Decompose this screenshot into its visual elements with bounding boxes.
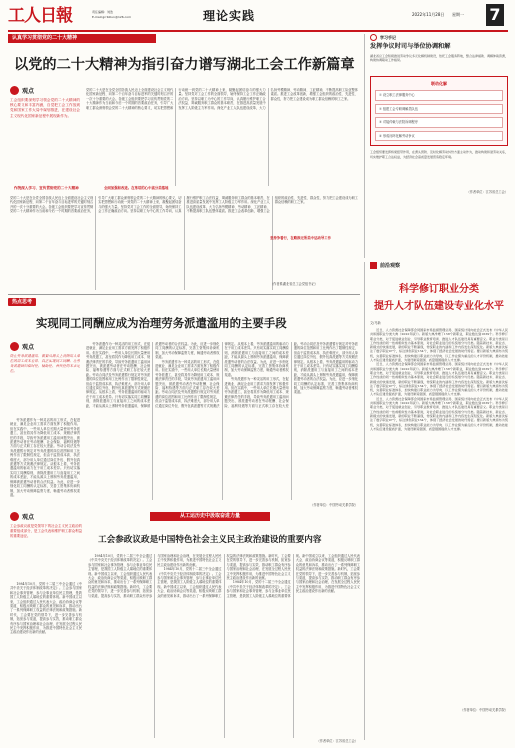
frontier-icon [370, 262, 377, 269]
lead-subhead-1: 作统深入学习、宣传贯彻党的二十大精神 [14, 186, 79, 190]
viewpoint-icon [10, 512, 19, 521]
frontier-footer: （作者单位：中国劳动关系学院） [460, 708, 508, 712]
history-body-left [10, 582, 82, 740]
hot-body-p1: 劳务派遣作为一种灵活的用工形式，在促进就业、满足企业用工需求方面发挥了积极作用。但在实践中，一些用人单位长期大量使用劳务派遣工，甚至将其作为降低用工成本、规避法律责任的手段，导致劳务派遣用工滥用问题突出，被派遣劳动者在劳动报酬、社会保险、福利待遇等方面与正式职工存在较大差距。劳动合同法及劳务派遣暂行规定对劳务派遣的岗位范围和用工比例作出了限制性规定，但由于监管成本高、执法难度大，部分用人单位通过岗位外包、假外包真派遣等方式规避法律规定。从根本上看，劳务派遣滥用的驱动力在于用工成本差异。只有切实落实同工同酬原则，消除派遣用工与直接用工之间的成本差距，才能从源头上遏制劳务派遣滥用，保障被派遣劳动者的合法权益。为此，应进一步细化同工同酬的认定标准，完善工资集体协商机制，加大劳动保障监察力度，畅通劳动者维权渠道。 [86, 342, 220, 408]
viewpoint-text: 工会参政议政是党领导下的社会主义民主政治的重要组成部分，是工会代表和维护职工群众利益的重要途径。 [10, 524, 82, 538]
issue-weekday: 星期一 [452, 12, 464, 17]
flow-box-heading: 联动化解 [431, 81, 447, 86]
frontier-headline-2: 提升人才队伍建设专业化水平 [374, 301, 504, 312]
hot-body-p2: 劳务派遣作为一种灵活的用工形式，在促进就业、满足企业用工需求方面发挥了积极作用。但在实践中，一些用人单位长期大量使用劳务派遣工，甚至将其作为降低用工成本、规避法律责任的手段，导致劳务派遣用工滥用问题突出，被派遣劳动者在劳动报酬、社会保险、福利待遇等方面与正式职工存在较大差距。劳动合同法及劳务派遣暂行规定对劳务派遣的岗位范围和用工比例作出了限制性规定，但由于监管成本高、执法难度大，部分用人单位通过岗位外包、假外包真派遣等方式规避法律规定。从根本上看，劳务派遣滥用的驱动力在于用工成本差异。只有切实落实同工同酬原则，消除派遣用工与直接用工之间的成本差距，才能从源头上遏制劳务派遣滥用，保障被派遣劳动者的合法权益。为此，应进一步细化同工同酬的认定标准，完善工资集体协商机制，加大劳动保障监察力度，畅通劳动者维权渠道。 [155, 342, 289, 408]
hot-body-left [10, 418, 80, 500]
issue-date: 2022年11月28日 [412, 12, 445, 17]
hot-body-p3: 劳务派遣作为一种灵活的用工形式，在促进就业、满足企业用工需求方面发挥了积极作用。但在实践中，一些用人单位长期大量使用劳务派遣工，甚至将其作为降低用工成本、规避法律责任的手段，导致劳务派遣用工滥用问题突出，被派遣劳动者在劳动报酬、社会保险、福利待遇等方面与正式职工存在较大差距。劳动合同法及劳务派遣暂行规定对劳务派遣的岗位范围和用工比例作出了限制性规定，但由于监管成本高、执法难度大，部分用人单位通过岗位外包、假外包真派遣等方式规避法律规定。从根本上看，劳务派遣滥用的驱动力在于用工成本差异。只有切实落实同工同酬原则，消除派遣用工与直接用工之间的成本差距，才能从源头上遏制劳务派遣滥用，保障被派遣劳动者的合法权益。为此，应进一步细化同工同酬的认定标准，完善工资集体协商机制，加大劳动保障监察力度，畅通劳动者维权渠道。 [224, 342, 358, 408]
viewpoint-text: 防止劳务派遣滥用，需要从源头上消除用人单位的用工成本差异，真正实现同工同酬，让劳务派遣回归临时性、辅助性、替代性的本来定位。 [10, 354, 80, 373]
lead-viewpoint [10, 86, 80, 170]
lead-author: （作者系湖北省总工会党组书记） [270, 282, 318, 286]
flow-step: ① 设立职工法律服务中心 [375, 90, 503, 101]
lead-topic-bar: 认真学习贯彻党的二十大精神 [8, 34, 156, 43]
lead-headline: 以党的二十大精神为指引奋力谱写湖北工会工作新篇章 [14, 57, 355, 73]
masthead [8, 6, 508, 28]
masthead-rule [8, 30, 508, 32]
viewpoint-badge [10, 86, 80, 95]
history-topic-bar: 从工运历史中汲取奋进力量 [150, 512, 270, 521]
hot-viewpoint [10, 342, 80, 414]
sidebar-title: 发挥争议时司与举位协调和解 [370, 43, 451, 50]
section-title: 理论实践 [203, 9, 256, 23]
pen-icon [370, 34, 377, 41]
lead-subhead-3: 坚持争看行，在路推无所美中运动导工作 [270, 236, 332, 240]
history-author: （作者单位：江苏省总工会） [316, 739, 358, 743]
flow-step: ④ 形成闭环化解劳动争议 [375, 131, 503, 142]
viewpoint-badge [10, 512, 82, 521]
sidebar-intro: 湖北省总工会积极推进劳动争议多元化解机制建设，依托工会服务阵地，整合法律援助、调解仲裁资源，构建协调联动工作格局。 [370, 54, 508, 63]
frontier-body-p3: 近日，人力资源社会保障部会同国家市场监督管理总局、国家统计局向社会正式发布《中华人民共和国职业分类大典（2022年版）》。新版大典净增了158个新职业，职业数达到1639个。科学修订职业分类，对于促进就业创业、引导职业教育培训、推进人才队伍建设具有重要意义。职业分类是以工作性质的同一性或相似性为基本原则，对社会职业进行的系统划分与归类。随着新技术、新业态、新模式的快速发展，新的职业不断涌现，传统职业的内涵和工作内容发生深刻变化。新版大典首次标注了数字职业97个，标注绿色职业134个，体现了经济社会发展的时代特征。要以新版大典颁布为契机，完善职业标准体系，加快构建以职业能力为导向、以工作业绩为重点的人才评价机制，推动技能人才队伍建设提质扩面，为建设制造强国、质量强国提供人才支撑。 [370, 396, 508, 431]
hot-badge: 热点思考 [8, 298, 36, 306]
lead-body [10, 196, 358, 290]
hot-header [8, 298, 36, 306]
viewpoint-icon [10, 86, 19, 95]
lead-body-upper-text: 党的二十大是在全党全国各族人民迈上全面建设社会主义现代化国家新征程、向第二个百年奋斗目标进军的关键时刻召开的一次十分重要的大会。各级工会组织要把学习宣传贯彻党的二十大精神作为当前和今后一个时期的首要政治任务，引导广大职工群众深刻领会党的二十大精神的核心要义，切实把思想和行动统一到党的二十大精神上来，凝聚起团结奋斗的强大力量。坚持党对工会工作的全面领导，始终保持工会工作正确政治方向。坚持以职工为中心的工作导向，认真履行维护职工合法权益、竭诚服务职工群众的基本职责，在推进高质量发展中发挥工人阶级主力军作用。深化产业工人队伍建设改革，大力弘扬劳模精神、劳动精神、工匠精神，不断提高职工队伍整体素质。推进工会改革创新，增强工会组织的政治性、先进性、群众性，努力把工会建设成为职工群众信赖的职工之家。 [86, 88, 358, 110]
lead-body-text: 党的二十大是在全党全国各族人民迈上全面建设社会主义现代化国家新征程、向第二个百年奋斗目标进军的关键时刻召开的一次十分重要的大会。各级工会组织要把学习宣传贯彻党的二十大精神作为当前和今后一个时期的首要政治任务，引导广大职工群众深刻领会党的二十大精神的核心要义，切实把思想和行动统一到党的二十大精神上来，凝聚起团结奋斗的强大力量。坚持党对工会工作的全面领导，始终保持工会工作正确政治方向。坚持以职工为中心的工作导向，认真履行维护职工合法权益、竭诚服务职工群众的基本职责，在推进高质量发展中发挥工人阶级主力军作用。深化产业工人队伍建设改革，大力弘扬劳模精神、劳动精神、工匠精神，不断提高职工队伍整体素质。推进工会改革创新，增强工会组织的政治性、先进性、群众性，努力把工会建设成为职工群众信赖的职工之家。 [10, 196, 358, 214]
newspaper-logo: 工人日報 [8, 6, 72, 26]
frontier [364, 262, 508, 740]
sidebar-body: 工会组织要发挥桥梁纽带作用，在源头预防、及时化解劳动纠纷方面主动作为，推动构建和谐劳动关系，切实维护职工合法权益，为经济社会高质量发展营造稳定环境。 [370, 150, 508, 159]
frontier-body-p2: 近日，人力资源社会保障部会同国家市场监督管理总局、国家统计局向社会正式发布《中华人民共和国职业分类大典（2022年版）》。新版大典净增了158个新职业，职业数达到1639个。科学修订职业分类，对于促进就业创业、引导职业教育培训、推进人才队伍建设具有重要意义。职业分类是以工作性质的同一性或相似性为基本原则，对社会职业进行的系统划分与归类。随着新技术、新业态、新模式的快速发展，新的职业不断涌现，传统职业的内涵和工作内容发生深刻变化。新版大典首次标注了数字职业97个，标注绿色职业134个，体现了经济社会发展的时代特征。要以新版大典颁布为契机，完善职业标准体系，加快构建以职业能力为导向、以工作业绩为重点的人才评价机制，推动技能人才队伍建设提质扩面，为建设制造强国、质量强国提供人才支撑。 [370, 362, 508, 397]
hot-body-left-text: 劳务派遣作为一种灵活的用工形式，在促进就业、满足企业用工需求方面发挥了积极作用。但在实践中，一些用人单位长期大量使用劳务派遣工，甚至将其作为降低用工成本、规避法律责任的手段，导致劳务派遣用工滥用问题突出，被派遣劳动者在劳动报酬、社会保险、福利待遇等方面与正式职工存在较大差距。劳动合同法及劳务派遣暂行规定对劳务派遣的岗位范围和用工比例作出了限制性规定，但由于监管成本高、执法难度大，部分用人单位通过岗位外包、假外包真派遣等方式规避法律规定。从根本上看，劳务派遣滥用的驱动力在于用工成本差异。只有切实落实同工同酬原则，消除派遣用工与直接用工之间的成本差距，才能从源头上遏制劳务派遣滥用，保障被派遣劳动者的合法权益。为此，应进一步细化同工同酬的认定标准，完善工资集体协商机制，加大劳动保障监察力度，畅通劳动者维权渠道。 [10, 418, 80, 497]
editor-line: 责任编辑：刘浩 [92, 10, 114, 14]
hot-body [86, 342, 358, 500]
hot-headline: 实现同工同酬应成为治理劳务派遣滥用的主要手段 [36, 316, 287, 330]
lead-subhead-2: 全面加强和改进。在革话的心中高分美落地 [104, 186, 169, 190]
history-viewpoint [10, 512, 82, 576]
sidebar [364, 34, 508, 258]
sidebar-badge: 学习手记 [380, 34, 396, 40]
sidebar-header [370, 34, 508, 41]
viewpoint-icon [10, 342, 19, 351]
frontier-badge: 前沿观察 [380, 263, 401, 269]
history-headline: 工会参政议政是中国特色社会主义民主政治建设的重要内容 [98, 535, 322, 545]
email-line: E-mail:grrblilun@126.com [92, 15, 132, 19]
hot-section-rule [8, 294, 360, 295]
history-body-p3: 1984年10月，党的十二届三中全会通过《中共中央关于经济体制改革的决定》。工会参与国家和社会事务管理、参与企事业单位民主管理，是我国工人阶级主人翁地位的重要体现。新中国成立以来，工会组织通过人民代表大会、政治协商会议等渠道，积极反映职工群众的意见和诉求，推动出台了一系列保障职工权益的法律法规和政策措施。新时代，工会要在党的领导下，进一步完善参与机制，拓宽参与渠道，提高参与实效，推动职工群众有序参与国家治理和社会治理，在发展全过程人民民主中发挥积极作用，为推进中国特色社会主义民主政治建设作出新的贡献。 [226, 554, 360, 598]
history-body-p1: 1984年10月，党的十二届三中全会通过《中共中央关于经济体制改革的决定》。工会参与国家和社会事务管理、参与企事业单位民主管理，是我国工人阶级主人翁地位的重要体现。新中国成立以来，工会组织通过人民代表大会、政治协商会议等渠道，积极反映职工群众的意见和诉求，推动出台了一系列保障职工权益的法律法规和政策措施。新时代，工会要在党的领导下，进一步完善参与机制，拓宽参与渠道，提高参与实效，推动职工群众有序参与国家治理和社会治理，在发展全过程人民民主中发挥积极作用，为推进中国特色社会主义民主政治建设作出新的贡献。 [88, 554, 222, 598]
viewpoint-label: 观点 [22, 88, 35, 95]
viewpoint-text: 工会组织要深刻学习领会党的二十大精神的核心要义和丰富内涵，自觉把工会工作放到党和国家工作大局中谋划推进，在建设社会主义现代化国家新征程中展现新作为。 [10, 98, 80, 118]
frontier-body-p1: 近日，人力资源社会保障部会同国家市场监督管理总局、国家统计局向社会正式发布《中华人民共和国职业分类大典（2022年版）》。新版大典净增了158个新职业，职业数达到1639个。科学修订职业分类，对于促进就业创业、引导职业教育培训、推进人才队伍建设具有重要意义。职业分类是以工作性质的同一性或相似性为基本原则，对社会职业进行的系统划分与归类。随着新技术、新业态、新模式的快速发展，新的职业不断涌现，传统职业的内涵和工作内容发生深刻变化。新版大典首次标注了数字职业97个，标注绿色职业134个，体现了经济社会发展的时代特征。要以新版大典颁布为契机，完善职业标准体系，加快构建以职业能力为导向、以工作业绩为重点的人才评价机制，推动技能人才队伍建设提质扩面，为建设制造强国、质量强国提供人才支撑。 [370, 328, 508, 363]
hot-author: （作者单位：中国劳动关系学院） [310, 503, 358, 507]
frontier-author: 文/马新 [370, 321, 381, 325]
page-number: 7 [486, 4, 504, 26]
viewpoint-label: 观点 [22, 514, 35, 521]
flow-step: ② 组建工会专职调解员队伍 [375, 104, 503, 115]
viewpoint-label: 观点 [22, 344, 35, 351]
frontier-header [370, 262, 508, 269]
sidebar-author: （作者单位：江苏省总工会） [466, 190, 508, 195]
flow-step-list [375, 90, 503, 141]
viewpoint-badge [10, 342, 80, 351]
sidebar-flow-box [370, 76, 508, 146]
flow-step: ③ 对接仲裁与法院诉调程序 [375, 117, 503, 128]
history-body [88, 554, 360, 738]
lead-body-upper [86, 88, 358, 186]
history-body-left-text: 1984年10月，党的十二届三中全会通过《中共中央关于经济体制改革的决定》。工会参与国家和社会事务管理、参与企事业单位民主管理，是我国工人阶级主人翁地位的重要体现。新中国成立以来，工会组织通过人民代表大会、政治协商会议等渠道，积极反映职工群众的意见和诉求，推动出台了一系列保障职工权益的法律法规和政策措施。新时代，工会要在党的领导下，进一步完善参与机制，拓宽参与渠道，提高参与实效，推动职工群众有序参与国家治理和社会治理，在发展全过程人民民主中发挥积极作用，为推进中国特色社会主义民主政治建设作出新的贡献。 [10, 582, 82, 635]
frontier-headline-1: 科学修订职业分类 [399, 284, 479, 295]
history-body-p2: 1984年10月，党的十二届三中全会通过《中共中央关于经济体制改革的决定》。工会参与国家和社会事务管理、参与企事业单位民主管理，是我国工人阶级主人翁地位的重要体现。新中国成立以来，工会组织通过人民代表大会、政治协商会议等渠道，积极反映职工群众的意见和诉求，推动出台了一系列保障职工权益的法律法规和政策措施。新时代，工会要在党的领导下，进一步完善参与机制，拓宽参与渠道，提高参与实效，推动职工群众有序参与国家治理和社会治理，在发展全过程人民民主中发挥积极作用，为推进中国特色社会主义民主政治建设作出新的贡献。 [157, 554, 291, 598]
frontier-body [370, 328, 508, 708]
